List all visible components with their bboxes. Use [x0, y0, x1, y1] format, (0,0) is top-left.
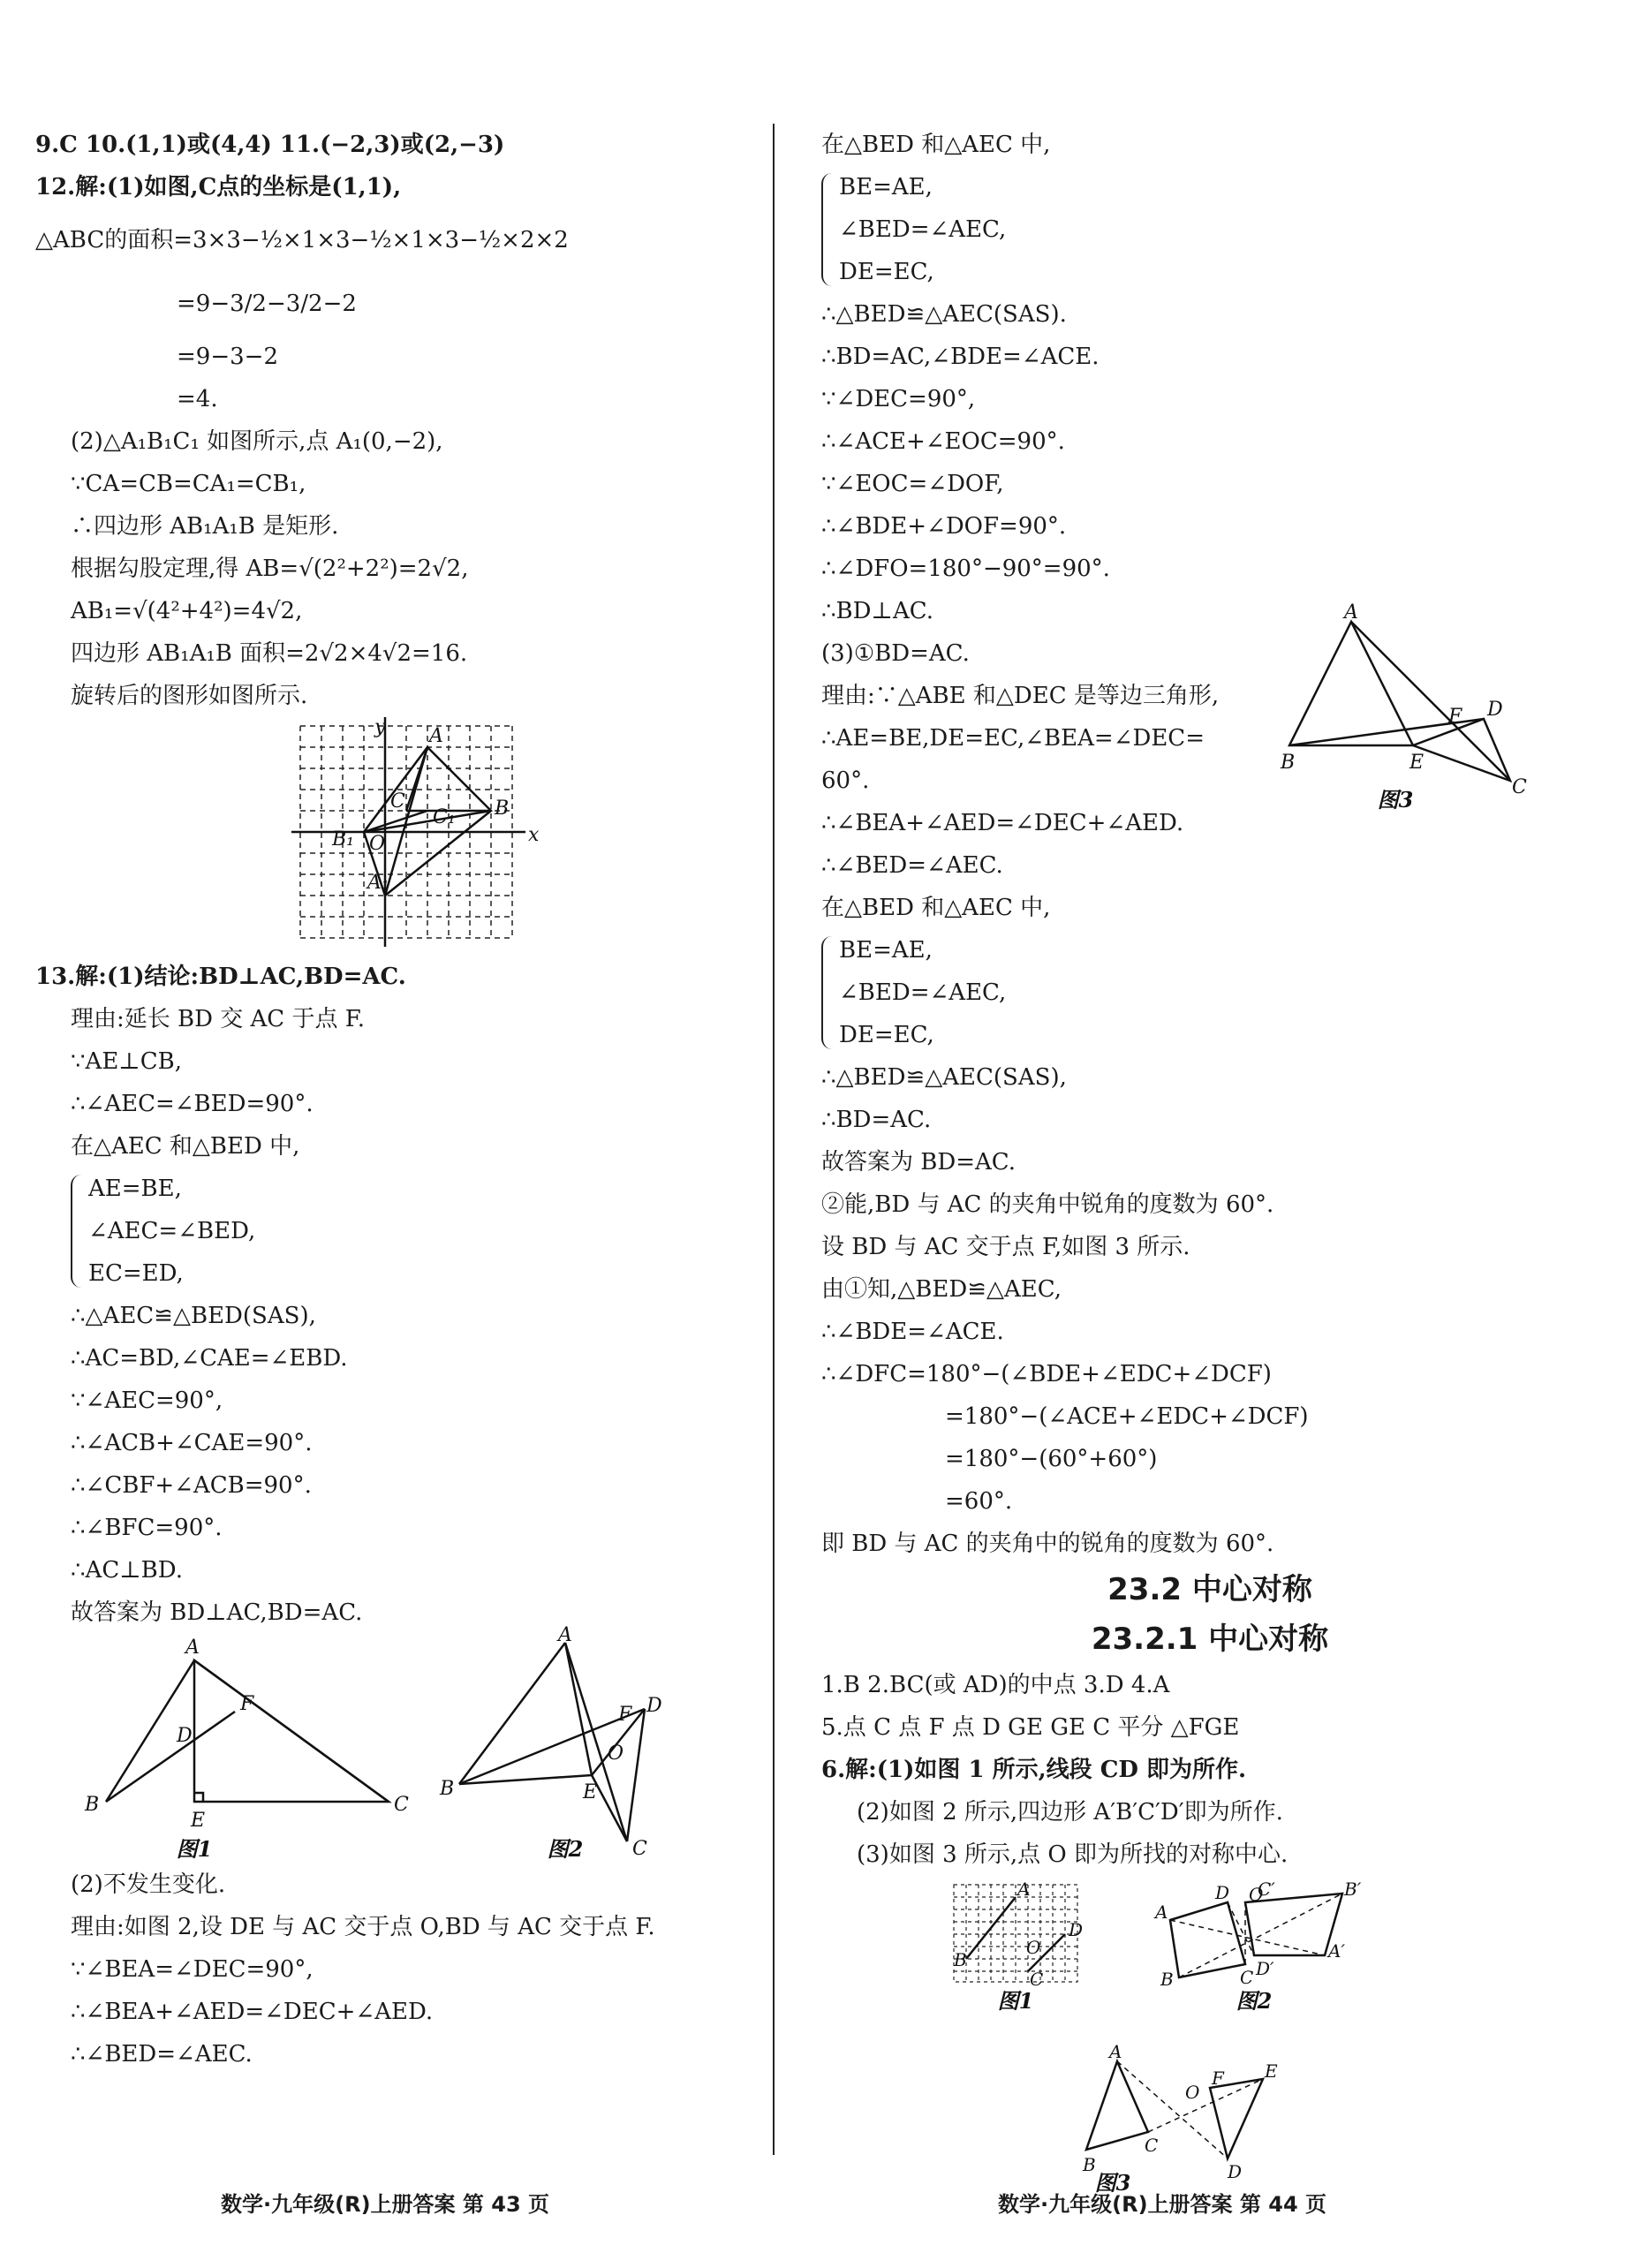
- r-step16: ∴△BED≌△AEC(SAS),: [821, 1064, 1067, 1091]
- r-step8: ∴∠DFO=180°−90°=90°.: [821, 556, 1110, 582]
- r-step15: 在△BED 和△AEC 中,: [821, 895, 1051, 921]
- point-a: A: [429, 725, 443, 747]
- q13-step4: ∴△AEC≌△BED(SAS),: [71, 1303, 316, 1329]
- r-step23: ∴∠DFC=180°−(∠BDE+∠EDC+∠DCF): [821, 1361, 1272, 1387]
- fig2-a: A: [558, 1624, 572, 1646]
- sf1-b: B: [954, 1949, 967, 1970]
- r-step13: ∴∠BEA+∠AED=∠DEC+∠AED.: [821, 810, 1184, 836]
- sf2-c: C: [1240, 1967, 1254, 1988]
- sf2-b-prime: B′: [1344, 1879, 1362, 1900]
- r-step5: ∴∠ACE+∠EOC=90°.: [821, 428, 1065, 455]
- r-step10: 理由:∵△ABE 和△DEC 是等边三角形,: [821, 683, 1220, 709]
- r-step26: =60°.: [945, 1488, 1013, 1515]
- sfig2-caption: 图2: [1236, 1988, 1273, 2014]
- point-b: B: [495, 798, 510, 820]
- area-step3: =4.: [177, 386, 218, 412]
- area-step1: =9−3/2−3/2−2: [177, 291, 357, 317]
- q13-part2-reason: 理由:如图 2,设 DE 与 AC 交于点 O,BD 与 AC 交于点 F.: [71, 1914, 655, 1940]
- brace-line: ∠BED=∠AEC,: [839, 216, 1007, 243]
- sf2-b: B: [1160, 1969, 1174, 1990]
- sf2-d: D: [1215, 1882, 1230, 1903]
- fig2-o: O: [608, 1743, 624, 1765]
- x-axis-label: x: [528, 824, 540, 846]
- grid-figure: [35, 717, 760, 956]
- point-c: C: [390, 790, 405, 813]
- q13-part2-step1: ∵∠BEA=∠DEC=90°,: [71, 1956, 314, 1983]
- answers-1-4: 1.B 2.BC(或 AD)的中点 3.D 4.A: [821, 1672, 1170, 1698]
- brace-line: EC=ED,: [88, 1260, 184, 1287]
- sf2-c-prime: C′: [1258, 1879, 1275, 1900]
- r-step14: ∴∠BED=∠AEC.: [821, 852, 1003, 879]
- sf3-b: B: [1083, 2154, 1096, 2175]
- r-step4: ∵∠DEC=90°,: [821, 386, 976, 412]
- r-step21: 由①知,△BED≌△AEC,: [821, 1276, 1062, 1303]
- fig3-c: C: [1512, 776, 1527, 798]
- brace-line: AE=BE,: [88, 1176, 182, 1202]
- r-step25: =180°−(60°+60°): [945, 1446, 1158, 1472]
- r-step12: 60°.: [821, 767, 870, 794]
- symmetry-figures: [821, 1876, 1598, 2194]
- sf1-d: D: [1069, 1919, 1084, 1940]
- r-step3: ∴BD=AC,∠BDE=∠ACE.: [821, 344, 1100, 370]
- brace-line: DE=EC,: [839, 1022, 934, 1048]
- symmetry-figures-svg: [821, 1876, 1598, 2194]
- sf1-c: C: [1030, 1969, 1044, 1990]
- sfig3-caption: 图3: [1094, 2170, 1131, 2196]
- area-step2: =9−3−2: [177, 344, 278, 370]
- r-step19: ②能,BD 与 AC 的夹角中锐角的度数为 60°.: [821, 1191, 1274, 1218]
- sf3-e: E: [1265, 2060, 1278, 2082]
- r-step6: ∵∠EOC=∠DOF,: [821, 471, 1004, 497]
- q12-part1: 12.解:(1)如图,C点的坐标是(1,1),: [35, 174, 402, 200]
- fig1-e: E: [191, 1810, 206, 1832]
- r-step17: ∴BD=AC.: [821, 1107, 932, 1133]
- footer-right: 数学·九年级(R)上册答案 第 44 页: [998, 2192, 1326, 2217]
- r-part3: (3)①BD=AC.: [821, 640, 970, 667]
- q13-part2: (2)不发生变化.: [71, 1871, 226, 1898]
- r-step22: ∴∠BDE=∠ACE.: [821, 1319, 1004, 1345]
- r-step24: =180°−(∠ACE+∠EDC+∠DCF): [945, 1403, 1309, 1430]
- left-column: [35, 124, 760, 2075]
- q13-figures-svg: [35, 1624, 760, 1864]
- fig3-d: D: [1487, 699, 1503, 721]
- column-divider: [773, 124, 775, 2155]
- fig2-caption: 图2: [547, 1836, 584, 1862]
- brace-line: DE=EC,: [839, 259, 934, 285]
- answer-6-2: (2)如图 2 所示,四边形 A′B′C′D′即为所作.: [857, 1799, 1283, 1826]
- sf3-d: D: [1228, 2161, 1243, 2182]
- rotated-figure-note: 旋转后的图形如图所示.: [71, 683, 308, 709]
- fig2-d: D: [646, 1695, 662, 1717]
- q13-part2-step2: ∴∠BEA+∠AED=∠DEC+∠AED.: [71, 1999, 434, 2025]
- q13-step2: ∴∠AEC=∠BED=90°.: [71, 1091, 314, 1117]
- sf3-f: F: [1212, 2068, 1224, 2089]
- q13-part1: 13.解:(1)结论:BD⊥AC,BD=AC.: [35, 964, 406, 990]
- r-conclusion: 即 BD 与 AC 的夹角中的锐角的度数为 60°.: [821, 1531, 1274, 1557]
- fig3-caption: 图3: [1377, 787, 1414, 813]
- equal-sides: ∵CA=CB=CA₁=CB₁,: [71, 471, 306, 497]
- sf3-o: O: [1185, 2082, 1200, 2103]
- point-a1: A₁: [367, 872, 389, 894]
- q13-step6: ∵∠AEC=90°,: [71, 1387, 223, 1414]
- fig1-c: C: [394, 1794, 409, 1816]
- fig2-c: C: [632, 1838, 647, 1860]
- brace-line: BE=AE,: [839, 174, 933, 200]
- fig2-f: F: [618, 1704, 632, 1726]
- sf1-o: O: [1026, 1937, 1041, 1958]
- q13-step5: ∴AC=BD,∠CAE=∠EBD.: [71, 1345, 348, 1372]
- answer-6-3: (3)如图 3 所示,点 O 即为所找的对称中心.: [857, 1841, 1289, 1868]
- footer-left: 数学·九年级(R)上册答案 第 43 页: [221, 2192, 549, 2217]
- sf2-d-prime: D′: [1256, 1958, 1274, 1979]
- sf2-a: A: [1155, 1901, 1168, 1923]
- pythagoras-ab: 根据勾股定理,得 AB=√(2²+2²)=2√2,: [71, 556, 469, 582]
- r-step7: ∴∠BDE+∠DOF=90°.: [821, 513, 1067, 540]
- sf1-a: A: [1017, 1879, 1031, 1900]
- fig3-e: E: [1409, 752, 1425, 774]
- q13-step8: ∴∠CBF+∠ACB=90°.: [71, 1472, 312, 1499]
- q13-step10: ∴AC⊥BD.: [71, 1557, 183, 1584]
- sfig1-caption: 图1: [997, 1988, 1034, 2014]
- fig1-f: F: [240, 1693, 254, 1715]
- q13-part2-step3: ∴∠BED=∠AEC.: [71, 2041, 253, 2068]
- r-step1: 在△BED 和△AEC 中,: [821, 132, 1051, 158]
- fig3-a: A: [1344, 601, 1358, 624]
- fig1-d: D: [177, 1725, 193, 1747]
- fig2-e: E: [583, 1781, 598, 1803]
- q13-step3: 在△AEC 和△BED 中,: [71, 1133, 300, 1160]
- brace-line: ∠BED=∠AEC,: [839, 979, 1007, 1006]
- fig3-b: B: [1281, 752, 1296, 774]
- brace-line: BE=AE,: [839, 937, 933, 964]
- fig3-f: F: [1448, 706, 1462, 728]
- fig3-triangles: [1281, 601, 1563, 834]
- q13-answer: 故答案为 BD⊥AC,BD=AC.: [71, 1599, 363, 1626]
- q13-brace-conditions: [71, 1168, 760, 1295]
- subsection-heading: 23.2.1 中心对称: [1091, 1622, 1329, 1657]
- r-brace-2: [821, 929, 1598, 1056]
- r-brace-1: [821, 166, 1598, 293]
- q13-step1: ∵AE⊥CB,: [71, 1048, 183, 1075]
- sf3-a: A: [1109, 2041, 1122, 2062]
- rectangle-area: 四边形 AB₁A₁B 面积=2√2×4√2=16.: [71, 640, 468, 667]
- y-axis-label: y: [374, 716, 386, 738]
- sf3-c: C: [1145, 2135, 1159, 2156]
- point-o: O: [369, 833, 386, 855]
- grid-figure-wrap: [35, 717, 760, 956]
- fig1-b: B: [85, 1794, 100, 1816]
- r-step11: ∴AE=BE,DE=EC,∠BEA=∠DEC=: [821, 725, 1205, 752]
- sf2-o: O: [1249, 1884, 1264, 1905]
- r-step18: 故答案为 BD=AC.: [821, 1149, 1016, 1176]
- answer-5: 5.点 C 点 F 点 D GE GE C 平分 △FGE: [821, 1714, 1240, 1741]
- rectangle-claim: ∴四边形 AB₁A₁B 是矩形.: [71, 513, 339, 540]
- r-step20: 设 BD 与 AC 交于点 F,如图 3 所示.: [821, 1234, 1190, 1260]
- section-heading: 23.2 中心对称: [1107, 1572, 1312, 1607]
- fig1-caption: 图1: [176, 1836, 213, 1862]
- area-formula: △ABC的面积=3×3−½×1×3−½×1×3−½×2×2: [35, 227, 569, 253]
- pythagoras-ab1: AB₁=√(4²+4²)=4√2,: [71, 598, 303, 624]
- fig2-b: B: [440, 1778, 455, 1800]
- q13-step9: ∴∠BFC=90°.: [71, 1515, 223, 1541]
- answer-6: 6.解:(1)如图 1 所示,线段 CD 即为所作.: [821, 1757, 1247, 1783]
- q13-step7: ∴∠ACB+∠CAE=90°.: [71, 1430, 313, 1456]
- sf2-a-prime: A′: [1328, 1940, 1345, 1962]
- point-b1: B₁: [332, 828, 354, 850]
- q12-part2: (2)△A₁B₁C₁ 如图所示,点 A₁(0,−2),: [71, 428, 443, 455]
- point-c1: C₁: [433, 806, 456, 828]
- answers-9-11: 9.C 10.(1,1)或(4,4) 11.(−2,3)或(2,−3): [35, 132, 505, 158]
- fig1-a: A: [185, 1637, 200, 1659]
- brace-line: ∠AEC=∠BED,: [88, 1218, 256, 1244]
- q13-reason: 理由:延长 BD 交 AC 于点 F.: [71, 1006, 365, 1032]
- q13-figures: [35, 1624, 760, 1864]
- right-column: [821, 124, 1598, 2194]
- r-step2: ∴△BED≌△AEC(SAS).: [821, 301, 1067, 328]
- r-step9: ∴BD⊥AC.: [821, 598, 933, 624]
